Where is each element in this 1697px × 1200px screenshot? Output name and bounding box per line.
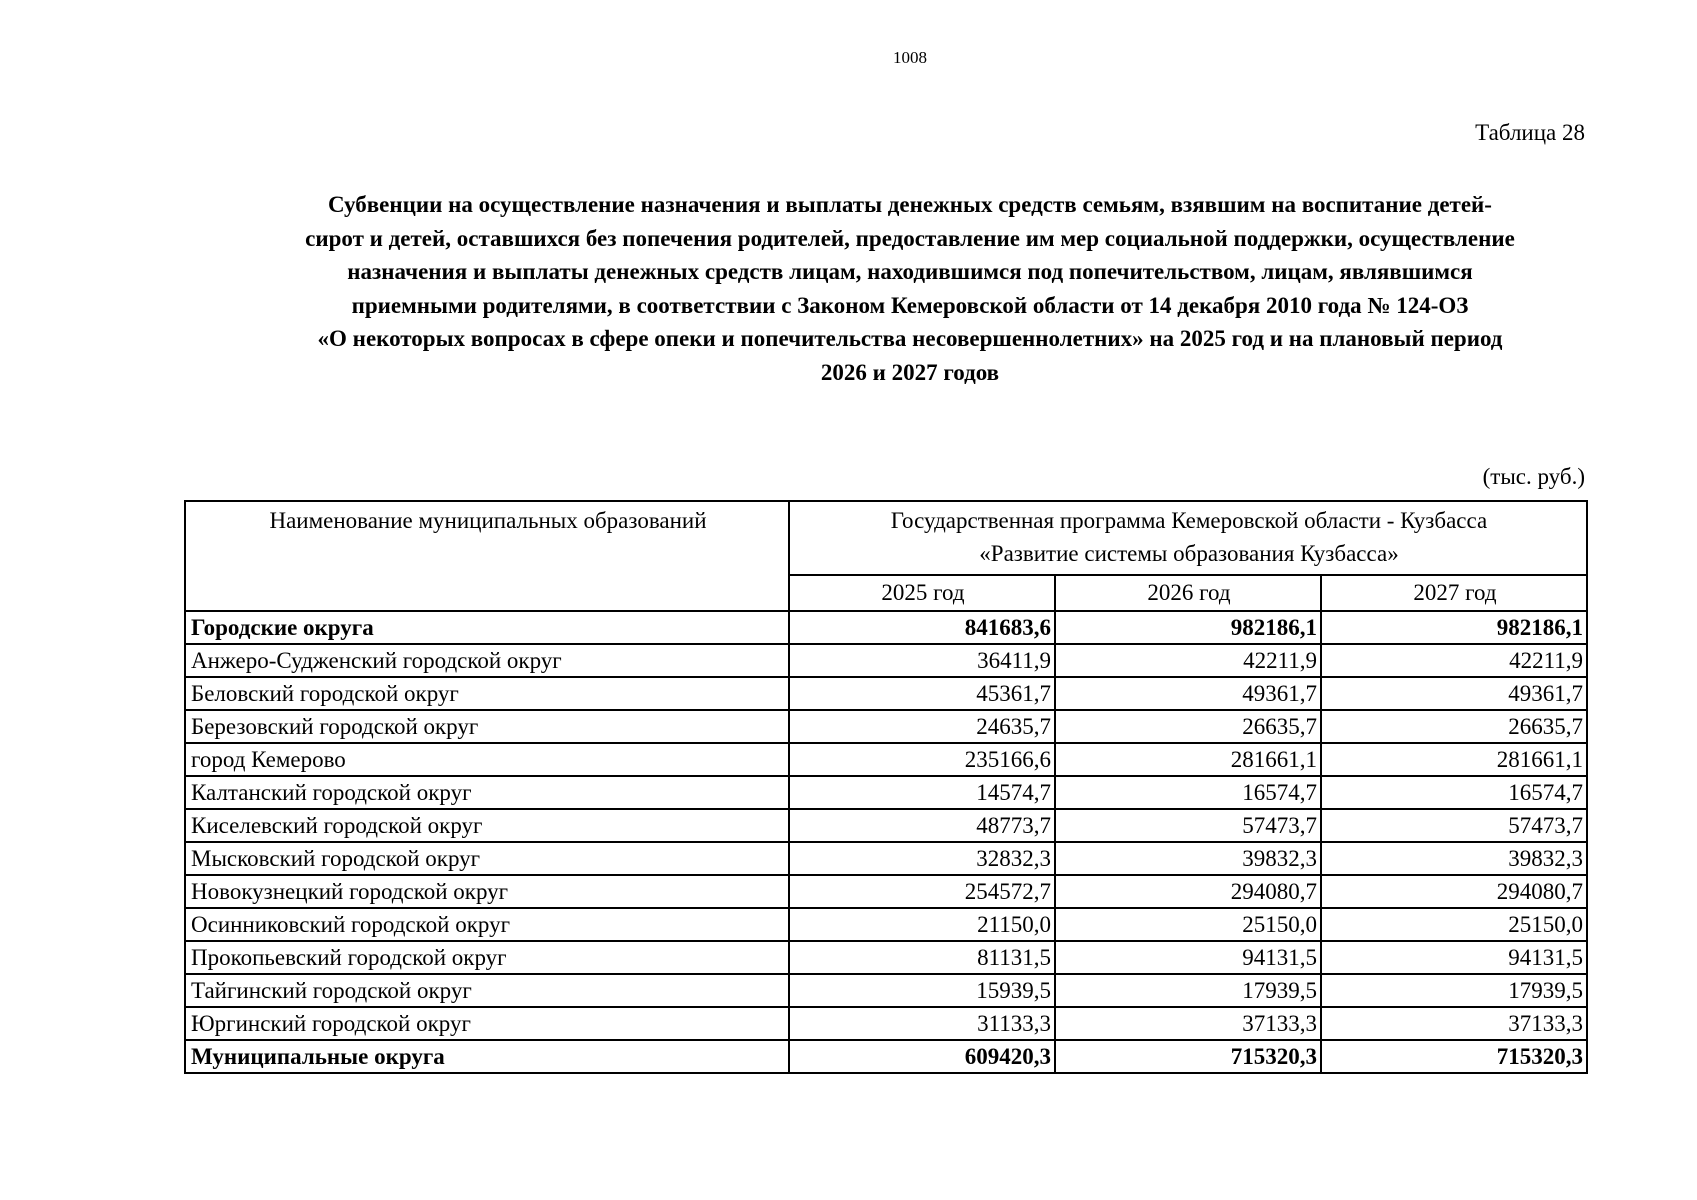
value-2026-cell: 37133,3 — [1055, 1007, 1321, 1040]
value-2025-cell: 21150,0 — [789, 908, 1055, 941]
table-row — [185, 644, 1587, 677]
page-number: 1008 — [893, 48, 927, 67]
value-2025-cell: 609420,3 — [789, 1040, 1055, 1073]
municipality-name-cell: Березовский городской округ — [185, 710, 789, 743]
table-row — [185, 941, 1587, 974]
year-header-2027: 2027 год — [1321, 575, 1587, 611]
program-header-line: Государственная программа Кемеровской области - Кузбасса — [890, 508, 1488, 533]
value-2027-cell: 57473,7 — [1321, 809, 1587, 842]
value-2027-cell: 715320,3 — [1321, 1040, 1587, 1073]
value-2026-cell: 982186,1 — [1055, 611, 1321, 644]
value-2025-cell: 841683,6 — [789, 611, 1055, 644]
value-2025-cell: 15939,5 — [789, 974, 1055, 1007]
value-2027-cell: 26635,7 — [1321, 710, 1587, 743]
municipality-name-cell: Прокопьевский городской округ — [185, 941, 789, 974]
table-row — [185, 809, 1587, 842]
title-line: 2026 и 2027 годов — [820, 359, 1000, 385]
value-2025-cell: 81131,5 — [789, 941, 1055, 974]
municipality-name-cell: Калтанский городской округ — [185, 776, 789, 809]
units-label: (тыс. руб.) — [1482, 464, 1585, 489]
municipality-name-cell: Новокузнецкий городской округ — [185, 875, 789, 908]
table-row — [185, 974, 1587, 1007]
table-row — [185, 842, 1587, 875]
year-header-2025: 2025 год — [789, 575, 1055, 611]
value-2025-cell: 31133,3 — [789, 1007, 1055, 1040]
value-2025-cell: 14574,7 — [789, 776, 1055, 809]
name-column-header: Наименование муниципальных образований — [185, 501, 789, 611]
value-2026-cell: 26635,7 — [1055, 710, 1321, 743]
value-2027-cell: 281661,1 — [1321, 743, 1587, 776]
value-2025-cell: 254572,7 — [789, 875, 1055, 908]
value-2026-cell: 57473,7 — [1055, 809, 1321, 842]
value-2025-cell: 36411,9 — [789, 644, 1055, 677]
municipality-name-cell: Городские округа — [185, 611, 789, 644]
municipality-name-cell: Юргинский городской округ — [185, 1007, 789, 1040]
municipality-name-cell: город Кемерово — [185, 743, 789, 776]
table-row — [185, 908, 1587, 941]
value-2026-cell: 94131,5 — [1055, 941, 1321, 974]
municipality-name-cell: Мысковский городской округ — [185, 842, 789, 875]
value-2027-cell: 42211,9 — [1321, 644, 1587, 677]
table-row — [185, 1040, 1587, 1073]
year-header-2026: 2026 год — [1055, 575, 1321, 611]
table-row — [185, 743, 1587, 776]
program-header-line: «Развитие системы образования Кузбасса» — [979, 541, 1399, 566]
document-title — [180, 188, 1640, 389]
value-2026-cell: 16574,7 — [1055, 776, 1321, 809]
value-2026-cell: 42211,9 — [1055, 644, 1321, 677]
value-2027-cell: 982186,1 — [1321, 611, 1587, 644]
value-2026-cell: 715320,3 — [1055, 1040, 1321, 1073]
table-row — [185, 677, 1587, 710]
value-2026-cell: 17939,5 — [1055, 974, 1321, 1007]
value-2027-cell: 17939,5 — [1321, 974, 1587, 1007]
title-line: Субвенции на осуществление назначения и выплаты денежных средств семьям, взявшим на воспитание детей- — [328, 192, 1492, 217]
value-2027-cell: 49361,7 — [1321, 677, 1587, 710]
table-row — [185, 776, 1587, 809]
value-2027-cell: 37133,3 — [1321, 1007, 1587, 1040]
value-2027-cell: 94131,5 — [1321, 941, 1587, 974]
municipality-name-cell: Беловский городской округ — [185, 677, 789, 710]
title-line: приемными родителями, в соответствии с Законом Кемеровской области от 14 декабря 2010 года № 124-ОЗ — [351, 292, 1469, 318]
title-line: «О некоторых вопросах в сфере опеки и попечительства несовершеннолетних» на 2025 год и на плановый период — [317, 326, 1503, 351]
table-label: Таблица 28 — [1475, 120, 1585, 145]
value-2025-cell: 48773,7 — [789, 809, 1055, 842]
value-2025-cell: 32832,3 — [789, 842, 1055, 875]
municipality-name-cell: Муниципальные округа — [185, 1040, 789, 1073]
value-2025-cell: 24635,7 — [789, 710, 1055, 743]
value-2027-cell: 39832,3 — [1321, 842, 1587, 875]
value-2026-cell: 25150,0 — [1055, 908, 1321, 941]
subsidies-table — [184, 500, 1588, 1074]
value-2026-cell: 39832,3 — [1055, 842, 1321, 875]
value-2026-cell: 49361,7 — [1055, 677, 1321, 710]
value-2027-cell: 294080,7 — [1321, 875, 1587, 908]
value-2027-cell: 25150,0 — [1321, 908, 1587, 941]
value-2025-cell: 45361,7 — [789, 677, 1055, 710]
table-row — [185, 875, 1587, 908]
value-2026-cell: 281661,1 — [1055, 743, 1321, 776]
value-2025-cell: 235166,6 — [789, 743, 1055, 776]
municipality-name-cell: Тайгинский городской округ — [185, 974, 789, 1007]
title-line: назначения и выплаты денежных средств лицам, находившимся под попечительством, лицам, являвшимся — [347, 259, 1473, 284]
municipality-name-cell: Анжеро-Судженский городской округ — [185, 644, 789, 677]
value-2027-cell: 16574,7 — [1321, 776, 1587, 809]
table-row — [185, 1007, 1587, 1040]
value-2026-cell: 294080,7 — [1055, 875, 1321, 908]
table-header-row — [185, 501, 1587, 575]
program-column-header — [789, 501, 1587, 575]
title-line: сирот и детей, оставшихся без попечения родителей, предоставление им мер социальной поддержки, осуществление — [305, 225, 1515, 251]
table-row — [185, 611, 1587, 644]
municipality-name-cell: Осинниковский городской округ — [185, 908, 789, 941]
table-row — [185, 710, 1587, 743]
municipality-name-cell: Киселевский городской округ — [185, 809, 789, 842]
